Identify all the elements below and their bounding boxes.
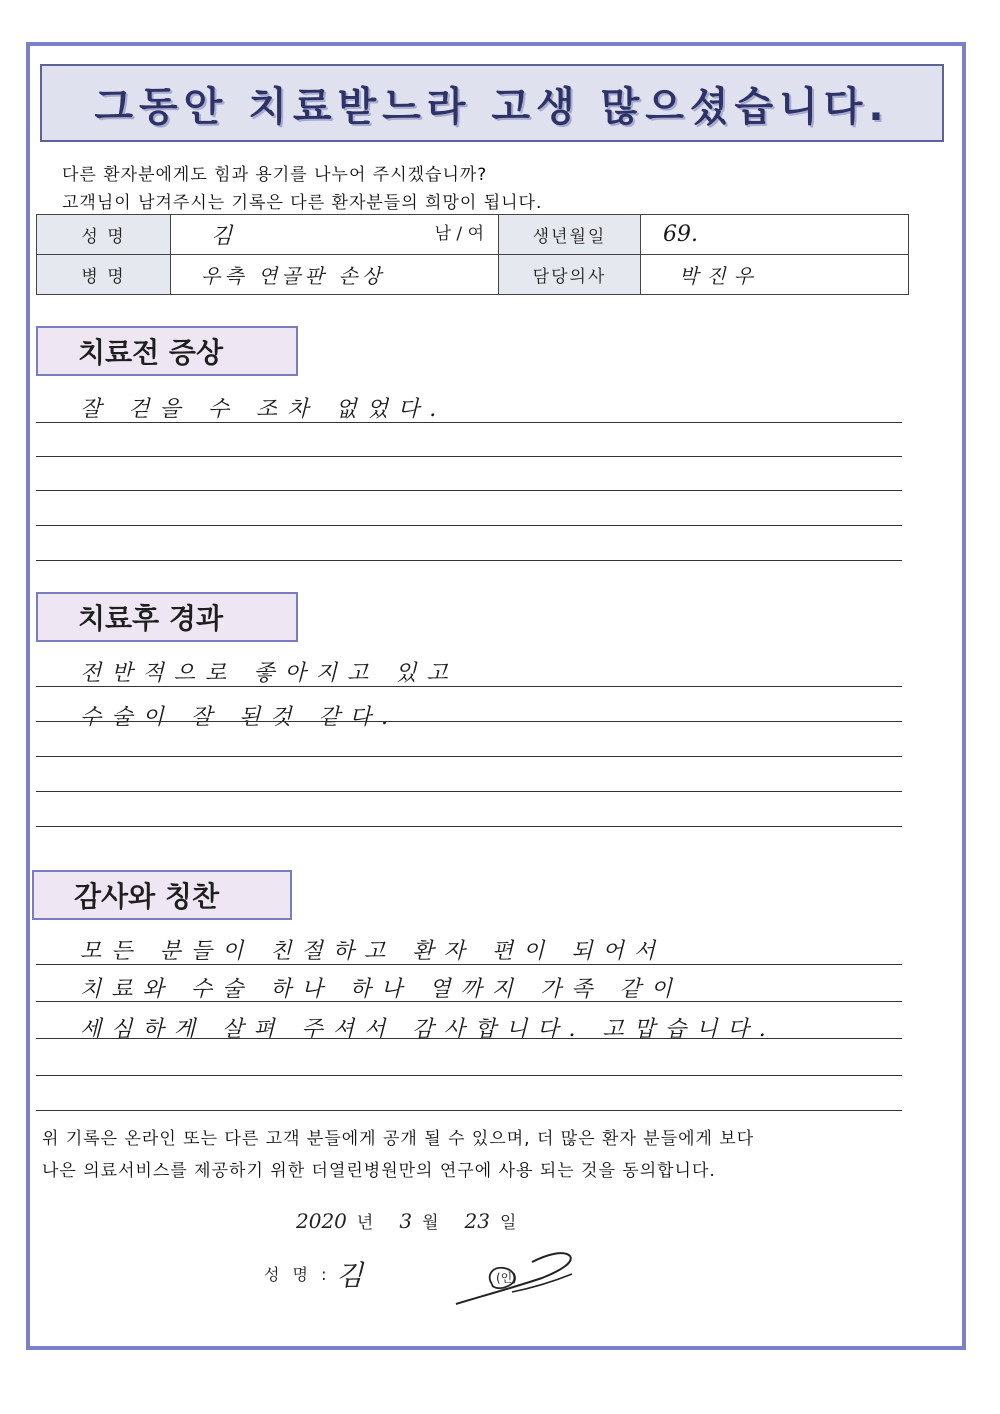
page-title: 그동안 치료받느라 고생 많으셨습니다.: [94, 83, 890, 130]
signature-label: 성 명 :: [264, 1265, 331, 1284]
rule: [36, 756, 902, 757]
consent-line-1: 위 기록은 온라인 또는 다른 고객 분들에게 공개 될 수 있으며, 더 많은 환자 분들에게 보다: [42, 1129, 755, 1149]
consent-line-2: 나은 의료서비스를 제공하기 위한 더열린병원만의 연구에 사용 되는 것을 동의합니다.: [42, 1161, 716, 1181]
rule: [36, 490, 902, 491]
rule: [36, 1075, 902, 1076]
title-banner: [40, 64, 944, 142]
section-thanks-title: 감사와 칭찬: [32, 870, 292, 920]
date-year: 2020: [296, 1209, 347, 1233]
signature-name: 김: [336, 1259, 364, 1292]
date-month: 3: [399, 1209, 413, 1233]
thanks-line-1: 모든 분들이 친절하고 환자 편이 되어서: [80, 939, 665, 964]
rule: [36, 791, 902, 792]
rule: [36, 1038, 902, 1039]
rule: [36, 525, 902, 526]
date-day: 23: [464, 1209, 490, 1233]
rule: [36, 686, 902, 687]
thanks-line-3: 세심하게 살펴 주셔서 감사합니다. 고맙습니다.: [80, 1017, 776, 1042]
doctor-label: 담당의사: [499, 255, 641, 295]
patient-info-table: [36, 214, 909, 295]
rule: [36, 826, 902, 827]
doctor-value: 박진우: [679, 264, 761, 288]
signature-seal: (인): [496, 1271, 517, 1285]
after-line-1: 전반적으로 좋아지고 있고: [80, 661, 458, 686]
name-value: 김: [211, 224, 233, 249]
birth-value: 69.: [663, 222, 698, 247]
name-label: 성 명: [37, 215, 171, 255]
date-day-unit: 일: [499, 1213, 517, 1233]
rule: [36, 1001, 902, 1002]
handwritten-signature: [452, 1248, 582, 1312]
name-cell: [171, 215, 499, 255]
rule: [36, 964, 902, 965]
doctor-cell: [641, 255, 909, 295]
rule: [36, 1110, 902, 1111]
section-before-title: 치료전 증상: [36, 326, 298, 376]
before-line-1: 잘 걷을 수 조차 없었다.: [80, 397, 447, 422]
rule: [36, 422, 902, 423]
date-row: [296, 1208, 516, 1233]
rule: [36, 560, 902, 561]
rule: [36, 456, 902, 457]
signature-scribble: [452, 1248, 582, 1308]
birth-label: 생년월일: [499, 215, 641, 255]
birth-cell: [641, 215, 909, 255]
gender-label: 남 / 여: [434, 224, 484, 244]
disease-value: 우측 연골판 손상: [201, 264, 385, 288]
disease-label: 병 명: [37, 255, 171, 295]
section-after-title: 치료후 경과: [36, 592, 298, 642]
after-line-2: 수술이 잘 된것 같다.: [80, 705, 398, 730]
disease-cell: [171, 255, 499, 295]
date-year-unit: 년: [356, 1213, 374, 1233]
intro-line-1: 다른 환자분에게도 힘과 용기를 나누어 주시겠습니까?: [62, 165, 488, 185]
intro-line-2: 고객님이 남겨주시는 기록은 다른 환자분들의 희망이 됩니다.: [62, 193, 543, 213]
rule: [36, 721, 902, 722]
thanks-line-2: 치료와 수술 하나 하나 열까지 가족 같이: [80, 977, 682, 1002]
date-month-unit: 월: [422, 1213, 439, 1233]
